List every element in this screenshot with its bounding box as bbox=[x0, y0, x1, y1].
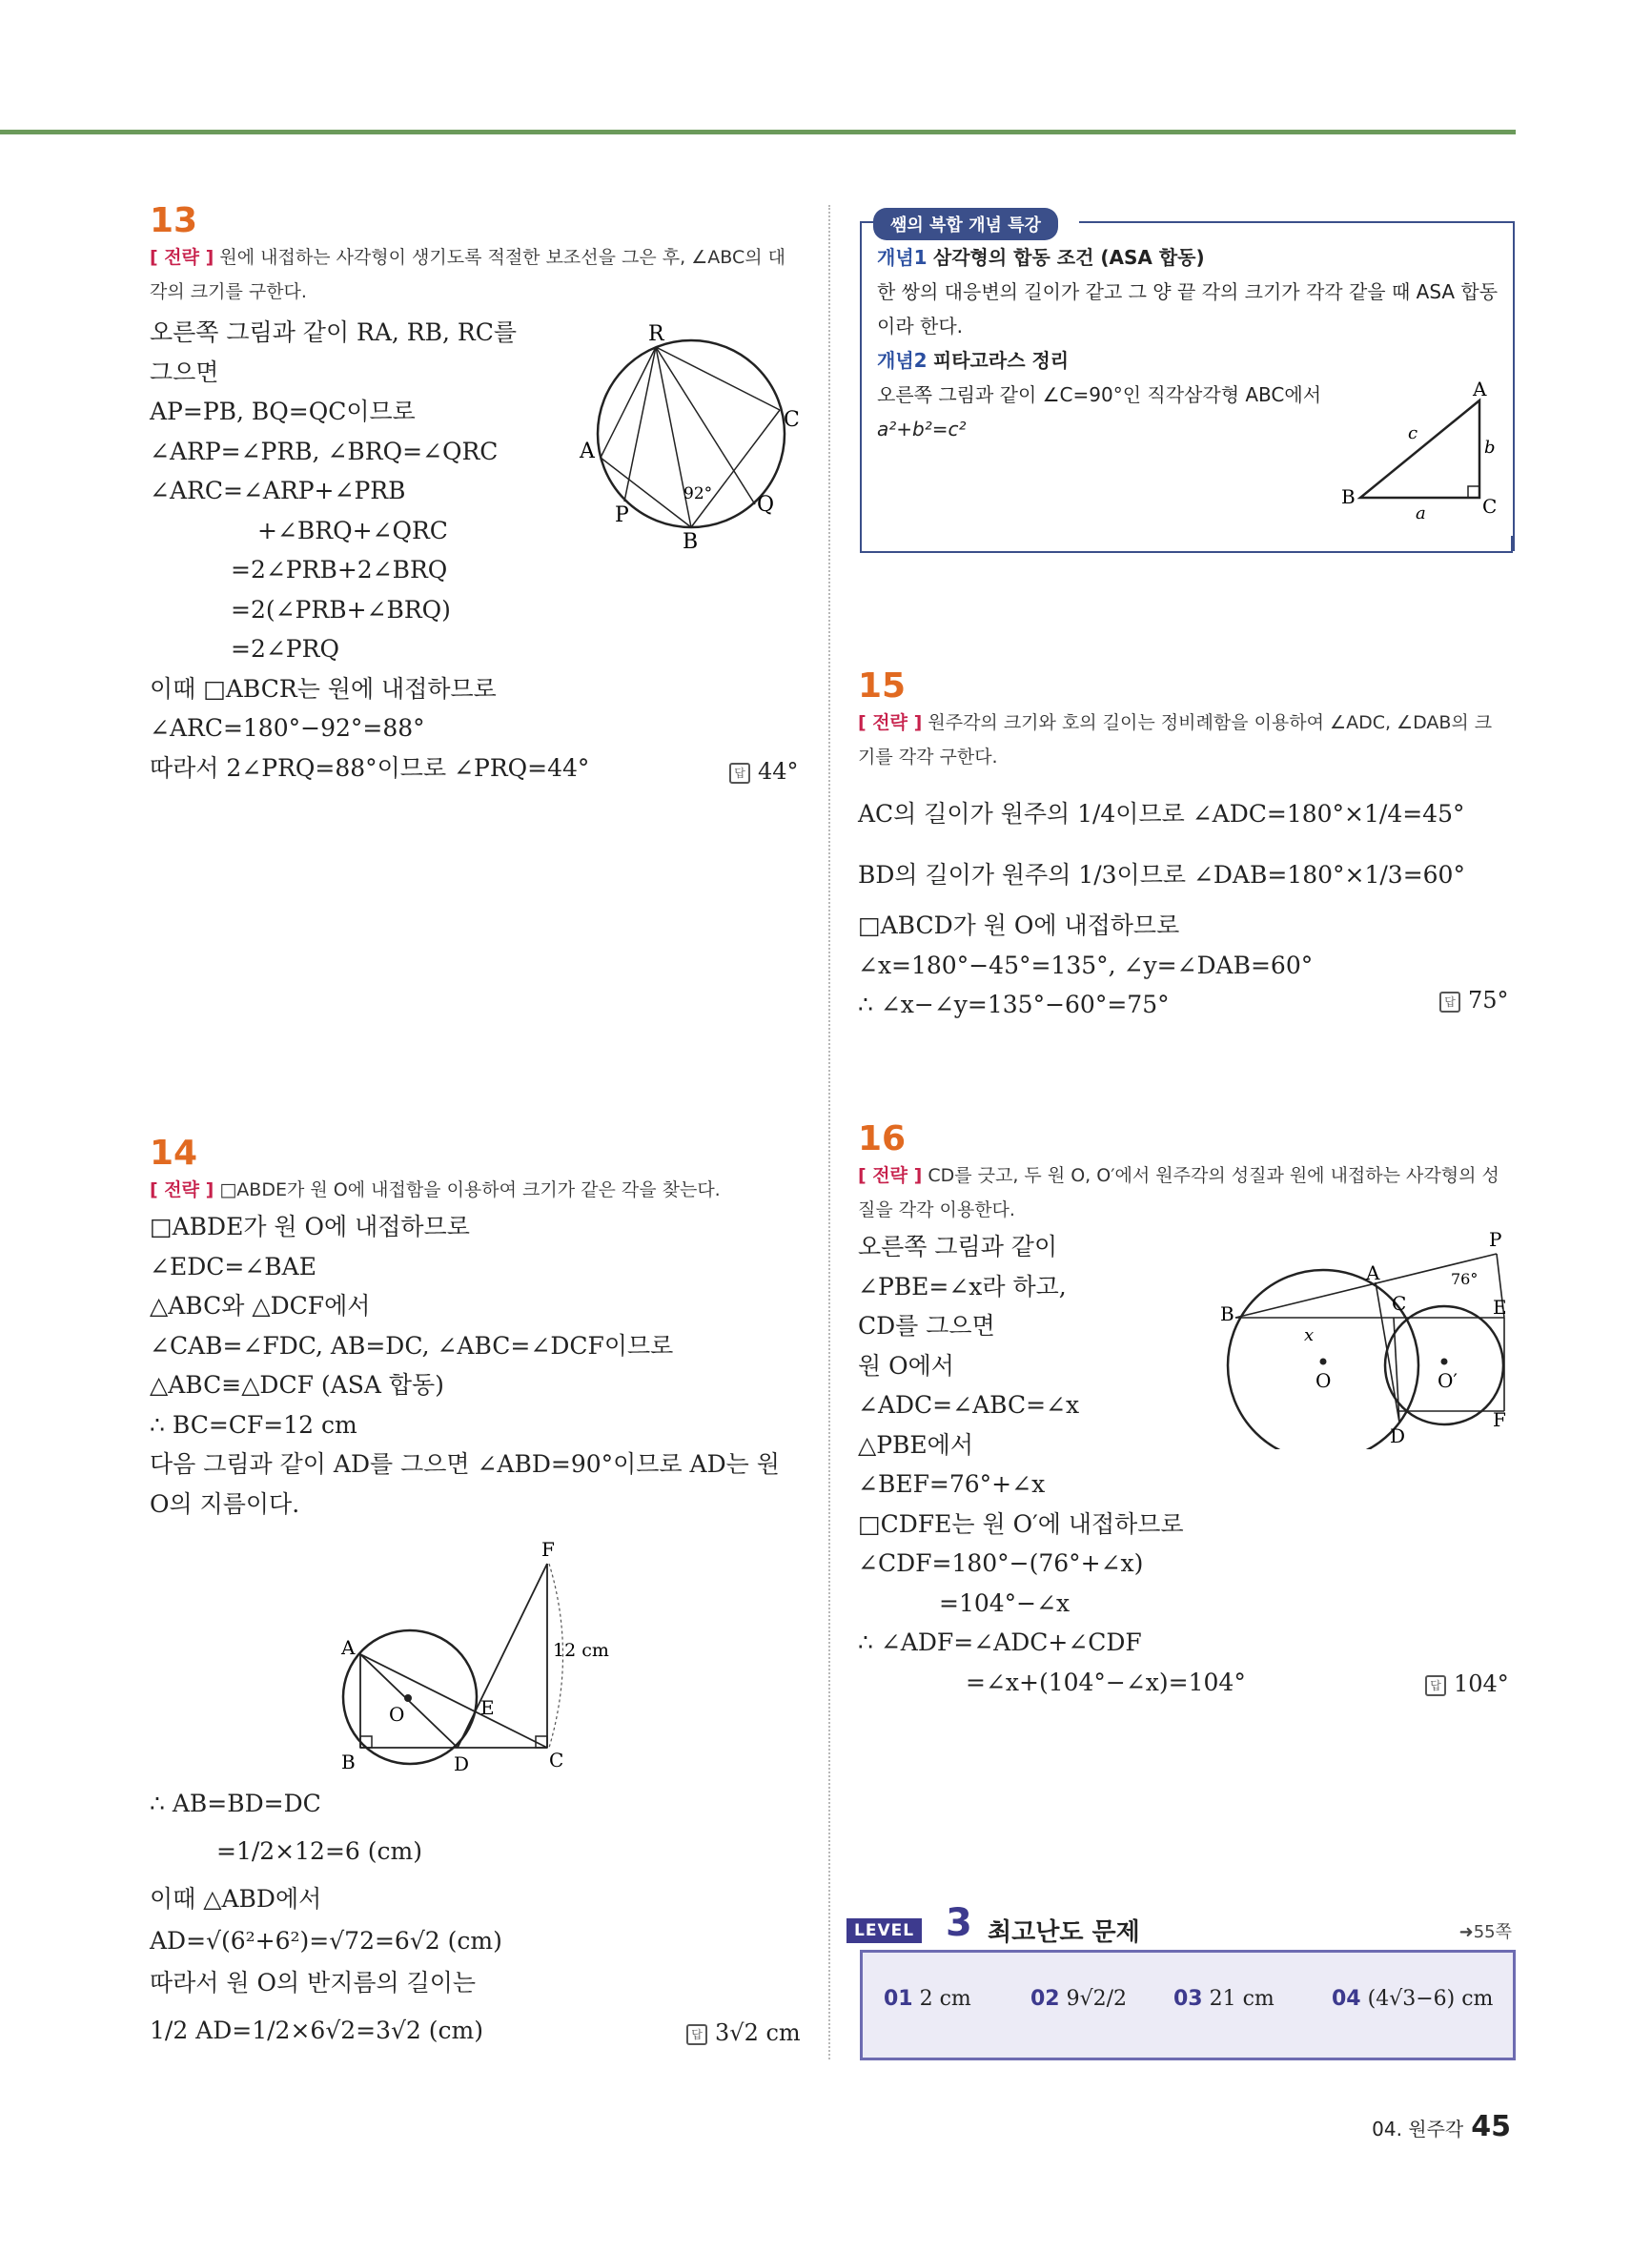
concept-frame-top bbox=[1079, 221, 1513, 223]
solution-line: AC의 길이가 원주의 1/4이므로 ∠ADC=180°×1/4=45° bbox=[858, 800, 1465, 828]
solution-line: CD를 그으면 bbox=[858, 1312, 995, 1340]
solution-line: □ABCD가 원 O에 내접하므로 bbox=[858, 911, 1180, 939]
concept2-head: 개념2 bbox=[877, 349, 928, 372]
answer-16 bbox=[1425, 1670, 1509, 1697]
solution-line: =2∠PRQ bbox=[231, 635, 339, 663]
answer-val: 2 cm bbox=[919, 1987, 971, 2011]
solution-line: 다음 그림과 같이 AD를 그으면 ∠ABD=90°이므로 AD는 원 bbox=[150, 1450, 780, 1478]
problem-14-continued bbox=[150, 1783, 807, 2058]
problem-number: 13 bbox=[150, 201, 198, 240]
strategy-tag: [ 전략 ] bbox=[150, 247, 214, 268]
strategy-text: □ABDE가 원 O에 내접함을 이용하여 크기가 같은 각을 찾는다. bbox=[219, 1179, 721, 1200]
segment-AD bbox=[360, 1654, 458, 1748]
solution-line: 그으면 bbox=[150, 358, 219, 386]
answer-no: 02 bbox=[1030, 1987, 1060, 2011]
answer-15 bbox=[1439, 987, 1509, 1014]
solution-line: 이때 △ABD에서 bbox=[150, 1885, 322, 1913]
concept1-text: 한 쌍의 대응변의 길이가 같고 그 양 끝 각의 크기가 각각 같을 때 ASA 합동 bbox=[877, 280, 1499, 303]
solution-line: ∴ ∠ADF=∠ADC+∠CDF bbox=[858, 1628, 1142, 1656]
solution-line: ∠ARC=∠ARP+∠PRB bbox=[150, 477, 406, 504]
label-F: F bbox=[1493, 1408, 1506, 1431]
figure-13 bbox=[572, 315, 810, 563]
angle-76: 76° bbox=[1451, 1270, 1479, 1288]
solution-line: ∴ BC=CF=12 cm bbox=[150, 1410, 357, 1439]
label-B: B bbox=[341, 1751, 356, 1773]
solution-line: BD의 길이가 원주의 1/3이므로 ∠DAB=180°×1/3=60° bbox=[858, 861, 1465, 889]
solution-line: 원 O에서 bbox=[858, 1351, 954, 1380]
label-b: b bbox=[1484, 438, 1496, 458]
label-E: E bbox=[480, 1696, 495, 1719]
concept-corner bbox=[1511, 536, 1513, 553]
circle-O2 bbox=[1385, 1306, 1503, 1424]
concept-box bbox=[860, 215, 1513, 551]
solution-line: 따라서 원 O의 반지름의 길이는 bbox=[150, 1969, 477, 1997]
answer-no: 03 bbox=[1173, 1987, 1203, 2011]
label-a: a bbox=[1416, 503, 1426, 523]
solution-line: ∠CDF=180°−(76°+∠x) bbox=[858, 1549, 1144, 1577]
triangle bbox=[1360, 400, 1479, 498]
strategy bbox=[858, 1158, 1516, 1227]
solution-line: =2∠PRB+2∠BRQ bbox=[231, 556, 448, 584]
solution bbox=[150, 1207, 807, 1524]
answer-value: 104° bbox=[1454, 1670, 1509, 1697]
label-A: A bbox=[580, 440, 595, 463]
angle-92: 92° bbox=[683, 484, 713, 503]
solution-line: □CDFE는 원 O′에 내접하므로 bbox=[858, 1509, 1184, 1538]
chapter-title: 04. 원주각 bbox=[1372, 2118, 1464, 2140]
answer-icon: 답 bbox=[729, 763, 750, 784]
answer-val: 21 cm bbox=[1209, 1987, 1275, 2011]
solution-line: ∴ AB=BD=DC bbox=[150, 1790, 321, 1817]
problem-number: 15 bbox=[858, 666, 907, 706]
label-c: c bbox=[1408, 423, 1418, 443]
label-x: x bbox=[1304, 1325, 1315, 1345]
problem-14 bbox=[150, 1135, 807, 1524]
label-O: O bbox=[1315, 1369, 1332, 1392]
strategy-text: 원주각의 크기와 호의 길이는 정비례함을 이용하여 ∠ADC, ∠DAB의 크 bbox=[928, 712, 1493, 733]
label-P: P bbox=[1489, 1230, 1502, 1251]
figure-right-triangle bbox=[1332, 381, 1503, 524]
concept-bottom-rule bbox=[860, 551, 1513, 553]
solution-line: =2(∠PRB+∠BRQ) bbox=[231, 595, 451, 624]
segment-AC bbox=[360, 1654, 547, 1748]
label-E: E bbox=[1493, 1296, 1507, 1319]
concept2-title: 피타고라스 정리 bbox=[932, 349, 1070, 372]
center-O2 bbox=[1441, 1359, 1448, 1365]
answer-icon: 답 bbox=[1439, 992, 1460, 1013]
problem-number: 14 bbox=[150, 1134, 198, 1173]
label-C: C bbox=[1392, 1292, 1407, 1315]
strategy-text: 기를 각각 구한다. bbox=[858, 747, 998, 768]
label-B: B bbox=[1341, 485, 1356, 508]
label-O2: O′ bbox=[1438, 1369, 1458, 1392]
strategy-text: 질을 각각 이용한다. bbox=[858, 1199, 1015, 1220]
solution-line: △PBE에서 bbox=[858, 1430, 973, 1459]
solution-line: ∴ ∠x−∠y=135°−60°=75° bbox=[858, 991, 1170, 1018]
solution-line: AD=√(6²+6²)=√72=6√2 (cm) bbox=[150, 1927, 502, 1955]
answer-val: 9√2/2 bbox=[1066, 1987, 1128, 2011]
solution-line: ∠CAB=∠FDC, AB=DC, ∠ABC=∠DCF이므로 bbox=[150, 1331, 674, 1360]
level-header bbox=[846, 1901, 1512, 1947]
solution-line: =∠x+(104°−∠x)=104° bbox=[966, 1668, 1246, 1696]
label-D: D bbox=[1390, 1424, 1406, 1447]
chord-RP bbox=[624, 347, 656, 502]
answer-item bbox=[1332, 1987, 1493, 2011]
label-D: D bbox=[454, 1752, 470, 1775]
answer-value: 3√2 cm bbox=[715, 2019, 801, 2046]
strategy-text: CD를 긋고, 두 원 O, O′에서 원주각의 성질과 원에 내접하는 사각형의 성 bbox=[928, 1165, 1499, 1186]
concept1-head: 개념1 bbox=[877, 246, 928, 269]
label-R: R bbox=[648, 322, 664, 346]
answer-14 bbox=[686, 2019, 801, 2046]
concept2-formula: a²+b²=c² bbox=[877, 418, 967, 440]
label-F: F bbox=[541, 1538, 555, 1561]
figure-16 bbox=[1220, 1230, 1516, 1449]
strategy bbox=[858, 706, 1516, 774]
label-O: O bbox=[389, 1703, 405, 1726]
level-label: LEVEL bbox=[846, 1918, 922, 1943]
segment-DF bbox=[458, 1564, 547, 1748]
level-answers bbox=[860, 1950, 1516, 2060]
answer-no: 04 bbox=[1332, 1987, 1361, 2011]
solution-line: ∠ADC=∠ABC=∠x bbox=[858, 1391, 1080, 1419]
figure-14 bbox=[324, 1530, 639, 1783]
page-reference: ➜55쪽 bbox=[1458, 1922, 1512, 1942]
strategy-tag: [ 전략 ] bbox=[858, 712, 923, 733]
strategy-text: 원에 내접하는 사각형이 생기도록 적절한 보조선을 그은 후, ∠ABC의 대 bbox=[219, 247, 785, 268]
answer-value: 75° bbox=[1468, 987, 1509, 1014]
label-C: C bbox=[784, 408, 800, 432]
right-angle-mark bbox=[1468, 486, 1479, 498]
chord-RC bbox=[656, 347, 780, 410]
label-Q: Q bbox=[757, 493, 775, 517]
solution-line: △ABC와 △DCF에서 bbox=[150, 1292, 371, 1320]
solution-line: 오른쪽 그림과 같이 bbox=[858, 1233, 1058, 1260]
label-C: C bbox=[1482, 495, 1498, 518]
label-A: A bbox=[341, 1636, 356, 1659]
solution-line: ∠BEF=76°+∠x bbox=[858, 1470, 1046, 1498]
solution-line: AP=PB, BQ=QC이므로 bbox=[150, 398, 416, 425]
strategy-text: 각의 크기를 구한다. bbox=[150, 281, 307, 302]
solution-line: ∠x=180°−45°=135°, ∠y=∠DAB=60° bbox=[858, 951, 1314, 979]
answer-icon: 답 bbox=[686, 2024, 707, 2045]
solution bbox=[858, 784, 1516, 1025]
concept1-text: 이라 한다. bbox=[877, 315, 963, 338]
solution-line: 1/2 AD=1/2×6√2=3√2 (cm) bbox=[150, 2017, 483, 2044]
answer-item bbox=[1030, 1987, 1127, 2011]
level-number: 3 bbox=[946, 1901, 972, 1945]
label-B: B bbox=[683, 530, 699, 554]
solution-line: ∠PBE=∠x라 하고, bbox=[858, 1272, 1067, 1301]
strategy bbox=[150, 1173, 807, 1207]
solution-line: +∠BRQ+∠QRC bbox=[257, 516, 448, 544]
top-rule bbox=[0, 130, 1516, 134]
level-title: 최고난도 문제 bbox=[988, 1918, 1140, 1947]
strategy bbox=[150, 240, 807, 309]
concept1-title: 삼각형의 합동 조건 (ASA 합동) bbox=[932, 246, 1205, 269]
problem-15 bbox=[858, 667, 1516, 1025]
answer-val: (4√3−6) cm bbox=[1367, 1987, 1494, 2011]
problem-number: 16 bbox=[858, 1119, 907, 1158]
solution-line: 오른쪽 그림과 같이 RA, RB, RC를 bbox=[150, 318, 518, 346]
answer-icon: 답 bbox=[1425, 1675, 1446, 1696]
solution-line: 이때 □ABCR는 원에 내접하므로 bbox=[150, 674, 497, 703]
solution-line: ∠ARC=180°−92°=88° bbox=[150, 714, 425, 742]
label-P: P bbox=[615, 503, 629, 527]
solution-line: ∠EDC=∠BAE bbox=[150, 1252, 316, 1280]
concept2-text: 오른쪽 그림과 같이 ∠C=90°인 직각삼각형 ABC에서 bbox=[877, 383, 1322, 406]
column-divider bbox=[828, 205, 830, 2059]
solution-line: O의 지름이다. bbox=[150, 1489, 300, 1518]
label-B: B bbox=[1220, 1302, 1234, 1325]
strategy-tag: [ 전략 ] bbox=[150, 1179, 214, 1200]
page-number: 45 bbox=[1471, 2110, 1511, 2143]
length-label: 12 cm bbox=[553, 1640, 609, 1661]
solution-line: △ABC≡△DCF (ASA 합동) bbox=[150, 1371, 444, 1399]
concept-badge: 쌤의 복합 개념 특강 bbox=[873, 208, 1058, 240]
label-A: A bbox=[1366, 1261, 1380, 1284]
solution-line: ∠ARP=∠PRB, ∠BRQ=∠QRC bbox=[150, 437, 499, 465]
center-O bbox=[1320, 1359, 1327, 1365]
answer-item bbox=[884, 1987, 971, 2011]
answer-item bbox=[1173, 1987, 1275, 2011]
answer-value: 44° bbox=[758, 758, 799, 785]
label-A: A bbox=[1473, 381, 1487, 400]
label-C: C bbox=[549, 1749, 564, 1772]
solution-line: =104°−∠x bbox=[939, 1588, 1071, 1617]
solution-line: 따라서 2∠PRQ=88°이므로 ∠PRQ=44° bbox=[150, 753, 590, 782]
solution-line: □ABDE가 원 O에 내접하므로 bbox=[150, 1213, 470, 1240]
page-footer bbox=[1372, 2110, 1511, 2143]
solution-line: =1/2×12=6 (cm) bbox=[216, 1837, 422, 1865]
answer-no: 01 bbox=[884, 1987, 913, 2011]
strategy-tag: [ 전략 ] bbox=[858, 1165, 923, 1186]
answer-13 bbox=[729, 758, 799, 785]
